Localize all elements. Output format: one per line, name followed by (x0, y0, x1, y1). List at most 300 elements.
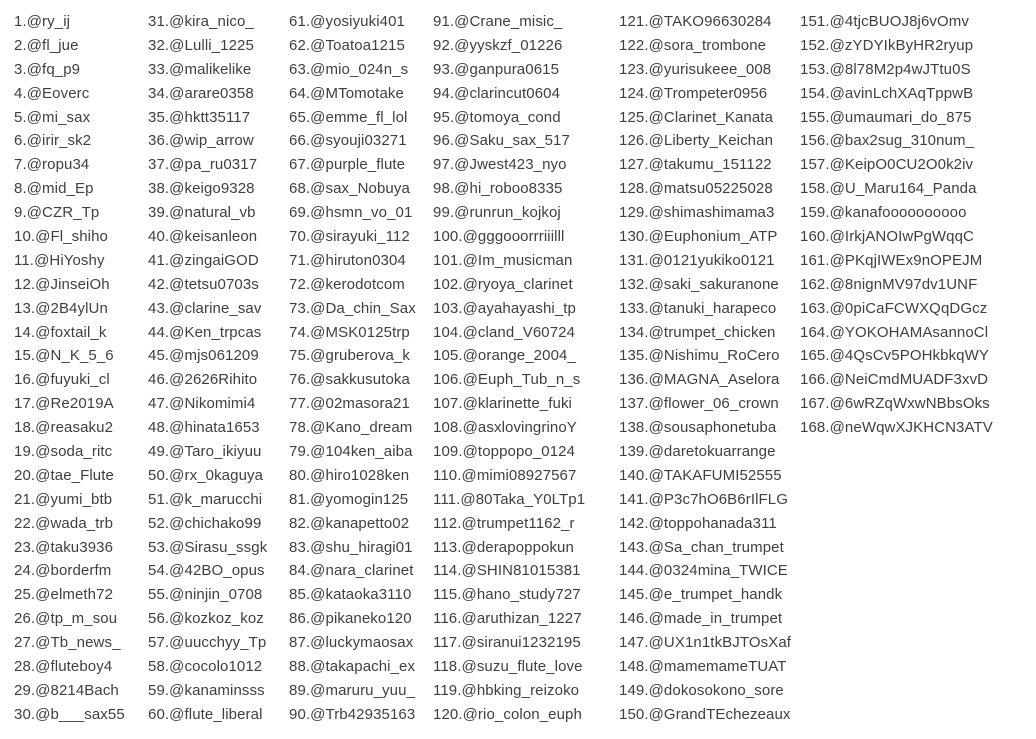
handle-list-item (148, 607, 289, 631)
item-number-separator: . (22, 156, 27, 174)
handle-list-item (148, 631, 289, 655)
twitter-handle: @hiro1028ken (310, 466, 410, 484)
handle-list-item (148, 512, 289, 536)
item-number-separator: . (164, 514, 170, 532)
item-number: 55 (148, 586, 165, 604)
twitter-handle: @hi_roboo8335 (454, 180, 563, 198)
handle-list-item (148, 129, 289, 153)
handle-list-item (619, 368, 800, 392)
handle-list-item (800, 129, 1036, 153)
handle-list-item (433, 679, 619, 703)
handle-list-item (433, 34, 619, 58)
twitter-handle: @tae_Flute (35, 466, 114, 484)
twitter-handle: @b___sax55 (35, 705, 125, 723)
item-number-separator: . (458, 323, 463, 341)
item-number: 133 (619, 299, 645, 317)
twitter-handle: @tanuki_harapeco (648, 299, 777, 317)
twitter-handle: @siranui1232195 (461, 634, 581, 652)
item-number-separator: . (22, 180, 27, 198)
item-number-separator: . (30, 443, 36, 461)
handle-list-item (433, 82, 619, 106)
item-number-separator: . (825, 156, 830, 174)
twitter-handle: @Da_chin_Sax (310, 299, 416, 317)
item-number-separator: . (164, 251, 170, 269)
handle-list-item (619, 583, 800, 607)
twitter-handle: @hinata1653 (169, 419, 260, 437)
twitter-handle: @GrandTEchezeaux (648, 705, 791, 723)
item-number: 77 (289, 395, 306, 413)
item-number: 7 (14, 156, 23, 174)
handle-list-item (289, 273, 433, 297)
item-number: 110 (433, 466, 458, 484)
item-number-separator: . (457, 466, 462, 484)
item-number: 119 (433, 681, 458, 699)
item-number-separator: . (458, 299, 463, 317)
item-number: 87 (289, 634, 306, 652)
handle-list-item (433, 249, 619, 273)
item-number: 47 (148, 395, 165, 413)
handle-list-item (619, 153, 800, 177)
item-number: 89 (289, 681, 306, 699)
item-number: 72 (289, 275, 306, 293)
item-number: 116 (433, 610, 458, 628)
twitter-handle: @k_marucchi (169, 490, 263, 508)
handle-column-5 (619, 10, 800, 727)
item-number-separator: . (30, 419, 36, 437)
twitter-handle: @flower_06_crown (648, 395, 779, 413)
item-number: 43 (148, 299, 165, 317)
item-number: 113 (433, 538, 458, 556)
twitter-handle: @reasaku2 (35, 419, 114, 437)
handle-list-item (619, 607, 800, 631)
twitter-handle: @fl_jue (26, 36, 79, 54)
item-number: 121 (619, 13, 645, 30)
twitter-handle: @yurisukeee_008 (648, 60, 772, 78)
item-number: 53 (148, 538, 165, 556)
item-number-separator: . (644, 60, 649, 78)
twitter-handle: @taku3936 (35, 538, 114, 556)
handle-list-item (289, 106, 433, 130)
item-number-separator: . (305, 443, 311, 461)
handle-list-item (14, 703, 148, 727)
twitter-handle: @chichako99 (169, 514, 262, 532)
twitter-handle: @purple_flute (310, 156, 406, 174)
handle-list-item (14, 512, 148, 536)
item-number-separator: . (22, 132, 27, 150)
handle-list-item (289, 201, 433, 225)
item-number-separator: . (449, 36, 455, 54)
handle-list-item (148, 249, 289, 273)
twitter-handle: @6wRZqWxwNBbsOks (829, 395, 990, 413)
twitter-handle: @umaumari_do_875 (829, 108, 972, 126)
twitter-handle: @Saku_sax_517 (454, 132, 570, 150)
handle-list-item (289, 297, 433, 321)
handle-list-item (800, 225, 1036, 249)
item-number: 31 (148, 13, 165, 30)
handle-list-item (433, 559, 619, 583)
handle-list-item (14, 34, 148, 58)
item-number: 157 (800, 156, 826, 174)
item-number-separator: . (22, 108, 27, 126)
item-number: 45 (148, 347, 165, 365)
item-number-separator: . (305, 299, 311, 317)
item-number-separator: . (449, 13, 455, 30)
item-number: 128 (619, 180, 645, 198)
twitter-handle: @clarincut0604 (454, 84, 561, 102)
item-number: 90 (289, 705, 306, 723)
twitter-handle: @Crane_misic_ (454, 13, 563, 30)
item-number-separator: . (164, 681, 170, 699)
item-number: 79 (289, 443, 306, 461)
handle-list-item (619, 177, 800, 201)
item-number: 162 (800, 275, 826, 293)
handle-list-item (14, 679, 148, 703)
item-number-separator: . (305, 466, 311, 484)
item-number-separator: . (305, 681, 311, 699)
twitter-handle: @4tjcBUOJ8j6vOmv (829, 13, 969, 30)
item-number: 58 (148, 658, 165, 676)
twitter-handle: @trumpet_chicken (648, 323, 776, 341)
handle-list-item (433, 416, 619, 440)
handle-list-item (148, 201, 289, 225)
handle-list-item (289, 607, 433, 631)
twitter-handle: @kerodotcom (310, 275, 405, 293)
item-number: 94 (433, 84, 450, 102)
item-number-separator: . (644, 323, 649, 341)
handle-list-item (619, 201, 800, 225)
item-number: 149 (619, 681, 645, 699)
item-number: 17 (14, 395, 31, 413)
item-number: 61 (289, 13, 306, 30)
item-number-separator: . (164, 490, 170, 508)
twitter-handle: @4QsCv5POHkbkqWY (829, 347, 989, 365)
item-number: 6 (14, 132, 23, 150)
item-number: 132 (619, 275, 645, 293)
item-number: 35 (148, 108, 165, 126)
item-number-separator: . (164, 586, 170, 604)
handle-list-item (433, 583, 619, 607)
item-number-separator: . (457, 538, 462, 556)
item-number: 156 (800, 132, 826, 150)
item-number-separator: . (644, 251, 649, 269)
handle-list-item (619, 10, 800, 34)
item-number: 150 (619, 705, 645, 723)
item-number: 122 (619, 36, 645, 54)
item-number-separator: . (164, 299, 170, 317)
handle-list-item (148, 153, 289, 177)
item-number: 68 (289, 180, 306, 198)
item-number: 1 (14, 13, 23, 30)
twitter-handle: @Clarinet_Kanata (648, 108, 774, 126)
handle-list-item (289, 512, 433, 536)
item-number: 143 (619, 538, 645, 556)
handle-list-item (148, 321, 289, 345)
item-number-separator: . (825, 251, 830, 269)
item-number: 120 (433, 705, 459, 723)
twitter-handle: @MAGNA_Aselora (648, 371, 780, 389)
item-number-separator: . (825, 204, 830, 222)
twitter-handle: @arare0358 (169, 84, 254, 102)
twitter-handle: @matsu05225028 (648, 180, 773, 198)
item-number: 102 (433, 275, 459, 293)
twitter-handle: @0324mina_TWICE (648, 562, 788, 580)
twitter-handle: @natural_vb (169, 204, 256, 222)
item-number-separator: . (30, 490, 36, 508)
item-number-separator: . (449, 204, 455, 222)
handle-list-item (14, 583, 148, 607)
handle-list-item (148, 440, 289, 464)
twitter-handle: @ry_ij (26, 13, 71, 30)
item-number-separator: . (30, 681, 36, 699)
item-number-separator: . (644, 204, 649, 222)
item-number-separator: . (644, 13, 649, 30)
item-number: 137 (619, 395, 645, 413)
twitter-handle: @Jwest423_nyo (454, 156, 567, 174)
item-number: 2 (14, 36, 23, 54)
twitter-handle: @sax_Nobuya (310, 180, 410, 198)
item-number: 114 (433, 562, 458, 580)
twitter-handle: @JinseiOh (35, 275, 110, 293)
handle-list-item (14, 297, 148, 321)
twitter-handle: @wip_arrow (169, 132, 254, 150)
item-number: 130 (619, 228, 645, 246)
twitter-handle: @irir_sk2 (26, 132, 92, 150)
item-number-separator: . (825, 13, 830, 30)
item-number: 57 (148, 634, 165, 652)
twitter-handle: @toppohanada311 (648, 514, 777, 532)
item-number: 151 (800, 13, 826, 30)
twitter-handle: @80Taka_Y0LTp1 (460, 490, 586, 508)
twitter-handle: @mid_Ep (26, 180, 94, 198)
item-number-separator: . (644, 514, 649, 532)
handle-list-item (433, 464, 619, 488)
handle-list-item (800, 82, 1036, 106)
handle-list-item (433, 655, 619, 679)
item-number-separator: . (164, 13, 170, 30)
twitter-handle: @TAKAFUMI52555 (648, 466, 782, 484)
item-number: 22 (14, 514, 31, 532)
item-number: 41 (148, 251, 165, 269)
item-number-separator: . (22, 84, 27, 102)
item-number: 25 (14, 586, 31, 604)
twitter-handle: @maruru_yuu_ (310, 681, 415, 699)
twitter-handle: @Euphonium_ATP (648, 228, 778, 246)
item-number: 166 (800, 371, 826, 389)
item-number-separator: . (644, 466, 649, 484)
handle-list-item (619, 297, 800, 321)
twitter-handle: @fuyuki_cl (35, 371, 110, 389)
twitter-handle: @mimi08927567 (461, 466, 577, 484)
twitter-handle: @tomoya_cond (454, 108, 561, 126)
item-number-separator: . (644, 705, 649, 723)
item-number: 19 (14, 443, 31, 461)
handle-column-1 (14, 10, 148, 727)
item-number: 71 (289, 251, 306, 269)
twitter-handle: @kanapetto02 (310, 514, 410, 532)
handle-list-item (433, 273, 619, 297)
item-number: 11 (14, 251, 30, 269)
twitter-handle: @hbking_reizoko (461, 681, 580, 699)
item-number: 12 (14, 275, 31, 293)
item-number-separator: . (305, 538, 311, 556)
handle-list-item (289, 58, 433, 82)
twitter-handle: @Sirasu_ssgk (169, 538, 268, 556)
handle-list-item (619, 440, 800, 464)
item-number: 59 (148, 681, 165, 699)
handle-list-item (800, 10, 1036, 34)
item-number-separator: . (305, 634, 311, 652)
handle-list-item (619, 512, 800, 536)
item-number: 66 (289, 132, 306, 150)
twitter-handle: @keigo9328 (169, 180, 255, 198)
twitter-handle: @pa_ru0317 (169, 156, 258, 174)
handle-list-item (14, 631, 148, 655)
item-number-separator: . (305, 132, 311, 150)
item-number: 38 (148, 180, 165, 198)
item-number-separator: . (305, 347, 311, 365)
item-number: 115 (433, 586, 458, 604)
item-number: 148 (619, 658, 645, 676)
item-number: 9 (14, 204, 23, 222)
item-number: 37 (148, 156, 165, 174)
handle-list-item (619, 655, 800, 679)
item-number-separator: . (164, 60, 170, 78)
handle-list-item (619, 679, 800, 703)
twitter-handle: @Sa_chan_trumpet (648, 538, 784, 556)
handle-list-item (433, 512, 619, 536)
item-number-separator: . (305, 156, 311, 174)
item-number: 18 (14, 419, 31, 437)
item-number-separator: . (458, 251, 463, 269)
item-number-separator: . (305, 60, 311, 78)
twitter-handle: @ayahayashi_tp (462, 299, 576, 317)
item-number-separator: . (30, 658, 36, 676)
twitter-handle: @hano_study727 (461, 586, 581, 604)
twitter-handle: @Nikomimi4 (169, 395, 256, 413)
twitter-handle: @yyskzf_01226 (454, 36, 563, 54)
item-number: 123 (619, 60, 645, 78)
item-number-separator: . (825, 108, 830, 126)
handle-list-item (619, 273, 800, 297)
twitter-handle: @sirayuki_112 (310, 228, 410, 246)
handle-list-item (800, 416, 1036, 440)
item-number-separator: . (644, 538, 649, 556)
item-number-separator: . (164, 84, 170, 102)
twitter-handle: @daretokuarrange (648, 443, 776, 461)
item-number: 42 (148, 275, 165, 293)
item-number-separator: . (305, 251, 311, 269)
handle-list-item (14, 106, 148, 130)
handle-list-item (14, 536, 148, 560)
item-number-separator: . (22, 60, 27, 78)
twitter-handle: @8nignMV97dv1UNF (829, 275, 978, 293)
twitter-handle: @ryoya_clarinet (462, 275, 573, 293)
item-number-separator: . (458, 419, 463, 437)
twitter-handle: @cland_V60724 (462, 323, 576, 341)
item-number: 4 (14, 84, 23, 102)
item-number: 124 (619, 84, 645, 102)
twitter-handle: @borderfm (35, 562, 112, 580)
handle-list-item (800, 106, 1036, 130)
item-number-separator: . (644, 562, 649, 580)
item-number: 29 (14, 681, 31, 699)
item-number-separator: . (164, 562, 170, 580)
handle-list-item (14, 10, 148, 34)
item-number-separator: . (29, 251, 35, 269)
item-number-separator: . (22, 36, 27, 54)
item-number: 64 (289, 84, 306, 102)
item-number-separator: . (30, 634, 36, 652)
item-number-separator: . (644, 132, 649, 150)
item-number-separator: . (457, 514, 462, 532)
handle-list-item (289, 129, 433, 153)
handle-list-item (433, 201, 619, 225)
item-number-separator: . (644, 634, 649, 652)
handle-list-item (14, 201, 148, 225)
twitter-handle: @CZR_Tp (26, 204, 100, 222)
twitter-handle: @mio_024n_s (310, 60, 409, 78)
twitter-handle: @0121yukiko0121 (648, 251, 775, 269)
item-number-separator: . (30, 395, 36, 413)
item-number-separator: . (458, 395, 463, 413)
item-number-separator: . (644, 658, 649, 676)
item-number: 146 (619, 610, 645, 628)
item-number: 131 (619, 251, 645, 269)
item-number-separator: . (164, 610, 170, 628)
twitter-handle: @U_Maru164_Panda (829, 180, 977, 198)
item-number: 160 (800, 228, 826, 246)
handle-list-item (800, 297, 1036, 321)
handle-list-item (800, 34, 1036, 58)
item-number-separator: . (644, 347, 649, 365)
item-number: 164 (800, 323, 826, 341)
handle-list-item (433, 392, 619, 416)
twitter-handle: @YOKOHAMAsannoCl (829, 323, 989, 341)
item-number-separator: . (644, 419, 649, 437)
twitter-handle: @foxtail_k (35, 323, 107, 341)
twitter-handle: @wada_trb (35, 514, 114, 532)
twitter-handle: @mjs061209 (169, 347, 259, 365)
item-number-separator: . (305, 275, 311, 293)
item-number: 85 (289, 586, 306, 604)
item-number-separator: . (164, 180, 170, 198)
twitter-handle: @Ken_trpcas (169, 323, 262, 341)
handle-list-item (14, 655, 148, 679)
item-number: 5 (14, 108, 23, 126)
item-number-separator: . (305, 490, 311, 508)
item-number-separator: . (305, 108, 311, 126)
handle-list-item (14, 82, 148, 106)
item-number: 40 (148, 228, 165, 246)
handle-list-item (289, 488, 433, 512)
twitter-handle: @kanaminsss (169, 681, 265, 699)
item-number: 78 (289, 419, 306, 437)
item-number-separator: . (305, 84, 311, 102)
item-number-separator: . (30, 514, 36, 532)
item-number-separator: . (164, 443, 170, 461)
handle-list-item (14, 464, 148, 488)
handle-list-item (14, 392, 148, 416)
handle-list-item (14, 225, 148, 249)
twitter-handle: @SHIN81015381 (461, 562, 581, 580)
item-number-separator: . (305, 36, 311, 54)
handle-list-item (148, 297, 289, 321)
handle-list-item (800, 249, 1036, 273)
item-number-separator: . (30, 347, 36, 365)
handle-list-item (619, 536, 800, 560)
twitter-handle: @cocolo1012 (169, 658, 263, 676)
twitter-handle: @8l78M2p4wJTtu0S (829, 60, 971, 78)
